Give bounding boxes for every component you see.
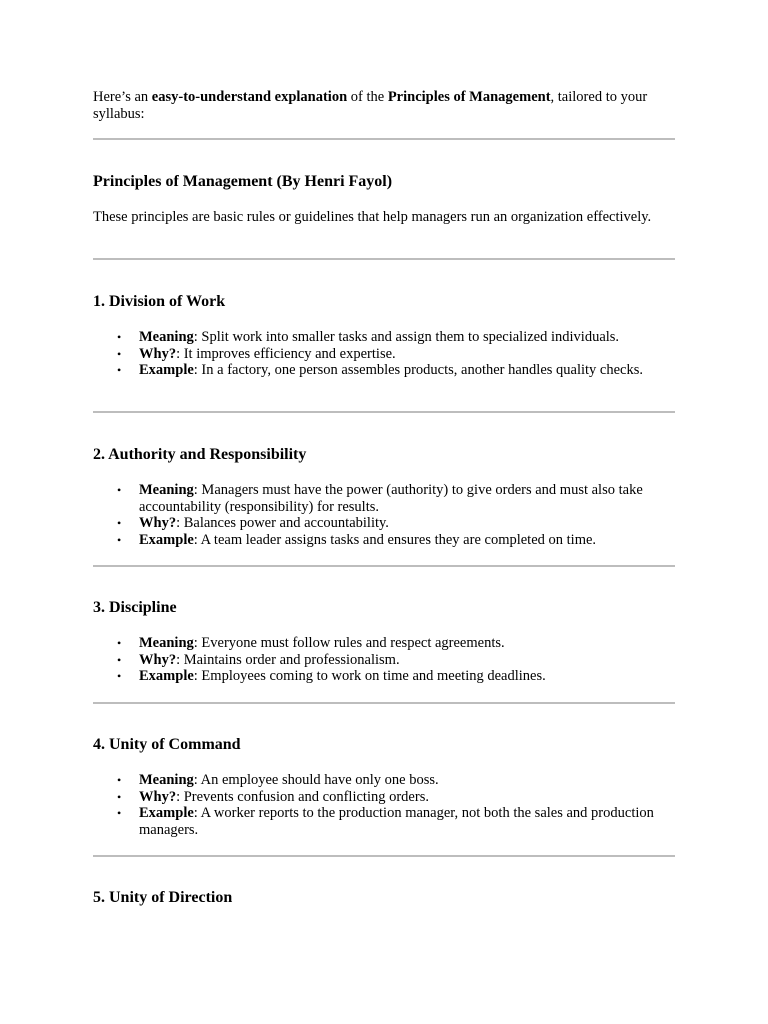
bullet-icon: • (117, 636, 122, 650)
list-item (117, 515, 675, 532)
section-heading: 1. Division of Work (93, 293, 226, 310)
intro-text-2: of the (347, 89, 388, 105)
item-label: Example (139, 532, 194, 549)
item-label: Example (139, 668, 194, 685)
bullet-icon: • (117, 806, 122, 821)
section-heading: 4. Unity of Command (93, 736, 241, 753)
bullet-icon: • (117, 516, 122, 531)
list-item (117, 668, 675, 685)
divider (93, 702, 675, 704)
divider (93, 258, 675, 260)
bullet-icon: • (117, 773, 122, 787)
section-bullet-list (117, 635, 675, 685)
item-label: Meaning (139, 482, 194, 498)
item-label: Meaning (139, 772, 194, 788)
section-bullet-list (117, 482, 675, 549)
bullet-icon: • (117, 363, 122, 378)
divider (93, 411, 675, 413)
intro-paragraph (93, 89, 675, 122)
item-label: Why? (139, 515, 177, 532)
divider (93, 855, 675, 857)
item-text: : Maintains order and professionalism. (176, 651, 400, 668)
item-text: : A team leader assigns tasks and ensures they are completed on time. (193, 532, 597, 549)
list-item (117, 482, 675, 515)
bullet-icon: • (117, 669, 122, 684)
item-text: : Prevents confusion and conflicting orders. (176, 788, 429, 805)
intro-bold-2: Principles of Management (387, 89, 551, 105)
item-text: : Balances power and accountability. (176, 515, 389, 532)
item-text: : A worker reports to the production manager, not both the sales and production managers. (139, 805, 654, 839)
section-heading: 2. Authority and Responsibility (93, 446, 307, 463)
list-item (117, 651, 675, 669)
section-bullet-list (117, 329, 675, 379)
main-heading: Principles of Management (By Henri Fayol) (93, 173, 393, 190)
item-text: : It improves efficiency and expertise. (176, 345, 396, 362)
item-text: : An employee should have only one boss. (193, 772, 439, 788)
bullet-icon: • (117, 533, 122, 548)
item-label: Why? (139, 345, 177, 362)
list-item (117, 635, 675, 652)
item-label: Why? (139, 651, 177, 668)
list-item (117, 772, 675, 789)
bullet-icon: • (117, 652, 122, 667)
list-item (117, 345, 675, 363)
item-label: Example (139, 362, 194, 379)
main-description: These principles are basic rules or guidelines that help managers run an organization effectively. (93, 209, 652, 225)
bullet-icon: • (117, 483, 122, 497)
list-item (117, 788, 675, 806)
section-bullet-list (117, 772, 675, 839)
list-item (117, 805, 675, 839)
intro-text-1: Here’s an (93, 89, 152, 105)
list-item (117, 329, 675, 346)
list-item (117, 362, 675, 379)
intro-bold-1: easy-to-understand explanation (151, 89, 348, 105)
divider (93, 138, 675, 140)
item-label: Why? (139, 788, 177, 805)
item-text: : Managers must have the power (authority) to give orders and must also take accountability (responsibility) for results. (139, 482, 643, 515)
item-label: Example (139, 805, 194, 822)
item-label: Meaning (139, 635, 194, 651)
bullet-icon: • (117, 789, 122, 804)
bullet-icon: • (117, 330, 122, 344)
divider (93, 565, 675, 567)
item-text: : Employees coming to work on time and meeting deadlines. (193, 668, 546, 685)
item-text: : In a factory, one person assembles products, another handles quality checks. (193, 362, 644, 379)
item-label: Meaning (139, 329, 194, 345)
bullet-icon: • (117, 346, 122, 361)
item-text: : Everyone must follow rules and respect agreements. (193, 635, 505, 651)
item-text: : Split work into smaller tasks and assign them to specialized individuals. (193, 329, 620, 345)
section-heading: 5. Unity of Direction (93, 889, 233, 906)
list-item (117, 532, 675, 549)
section-heading: 3. Discipline (93, 599, 177, 616)
intro-text-3: , tailored to your syllabus: (93, 89, 648, 122)
